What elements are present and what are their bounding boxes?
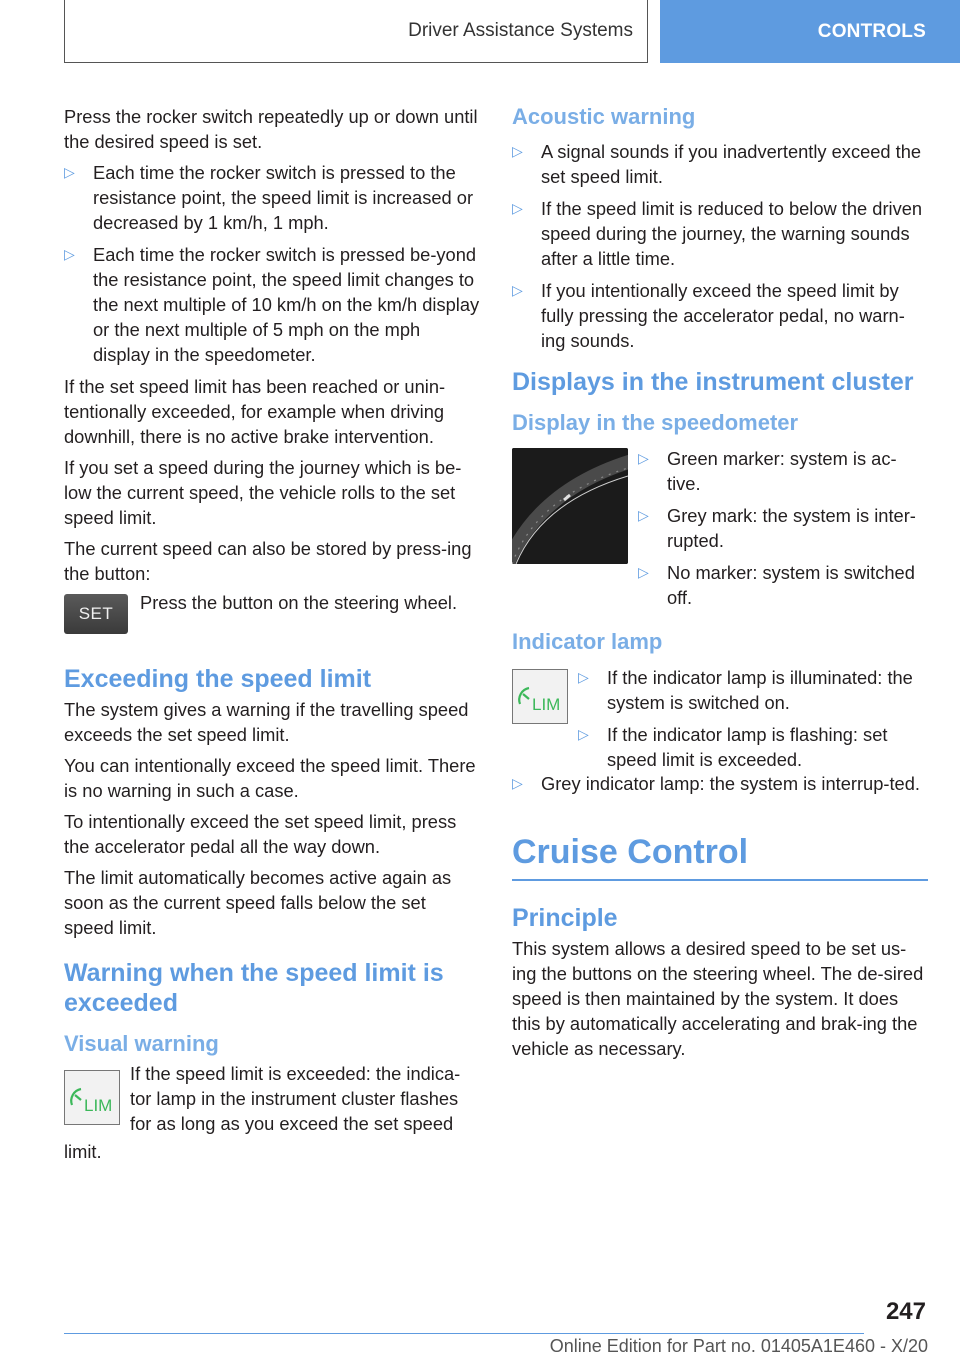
speedometer-row	[512, 446, 928, 612]
visual-warning-text: If the speed limit is exceeded: the indica‐tor lamp in the instrument cluster flashes for as long as you exceed the set speed	[130, 1063, 461, 1134]
list-item	[64, 160, 480, 235]
heading-cruise-control: Cruise Control	[512, 832, 928, 881]
paragraph: Press the rocker switch repeatedly up or down until the desired speed is set.	[64, 106, 478, 152]
list-item-text: If you intentionally exceed the speed limit by fully pressing the accelerator pedal, no warn‐ing sounds.	[541, 280, 905, 351]
lim-indicator-lamp-icon	[512, 669, 568, 724]
list-item	[578, 722, 928, 772]
speedometer-image	[512, 448, 628, 564]
bullet-triangle-icon: ▷	[638, 507, 649, 523]
set-button-row	[64, 592, 480, 648]
list-item	[638, 503, 928, 553]
list-item-text: Each time the rocker switch is pressed be‐yond the resistance point, the speed limit changes to the next multiple of 10 km/h on the km/h display or the next multiple of 5 mph on the mph display in the speedometer.	[93, 244, 480, 365]
set-button-image: SET	[64, 594, 128, 634]
header-section-title: Driver Assistance Systems	[64, 0, 648, 63]
bullet-triangle-icon: ▷	[64, 246, 75, 262]
list-item-text: Grey indicator lamp: the system is interrup‐ted.	[541, 773, 920, 794]
list-item	[512, 196, 928, 271]
list-item	[638, 446, 928, 496]
list-item-text: Grey mark: the system is inter‐rupted.	[667, 505, 916, 551]
bullet-triangle-icon: ▷	[638, 564, 649, 580]
left-column	[64, 104, 480, 1170]
lim-indicator-lamp-icon	[64, 1070, 120, 1125]
bullet-triangle-icon: ▷	[512, 143, 523, 159]
list-item	[512, 139, 928, 189]
paragraph: If the set speed limit has been reached or unin‐tentionally exceeded, for example when driving downhill, there is no active brake intervention.	[64, 376, 446, 447]
heading-visual-warning: Visual warning	[64, 1031, 219, 1056]
list-item-text: No marker: system is switched off.	[667, 562, 915, 608]
footer-edition: Online Edition for Part no. 01405A1E460 - X/20	[549, 1336, 928, 1356]
right-column	[512, 104, 928, 1067]
visual-warning-row	[64, 1061, 480, 1141]
bullet-triangle-icon: ▷	[512, 282, 523, 298]
paragraph: The current speed can also be stored by press‐ing the button:	[64, 538, 472, 584]
heading-acoustic-warning: Acoustic warning	[512, 104, 696, 129]
bullet-triangle-icon: ▷	[638, 450, 649, 466]
speedometer-list	[638, 446, 928, 617]
heading-display-speedometer: Display in the speedometer	[512, 410, 799, 435]
bullet-triangle-icon: ▷	[578, 669, 589, 685]
list-item-text: Each time the rocker switch is pressed to the resistance point, the speed limit is increased or decreased by 1 km/h, 1 mph.	[93, 162, 474, 233]
indicator-lamp-row	[512, 669, 928, 771]
header-tab-controls: CONTROLS	[660, 0, 960, 63]
paragraph: The system gives a warning if the travelling speed exceeds the set speed limit.	[64, 699, 469, 745]
heading-exceeding-speed-limit: Exceeding the speed limit	[64, 665, 372, 693]
heading-indicator-lamp: Indicator lamp	[512, 629, 663, 654]
heading-warning-speed-limit: Warning when the speed limit is exceeded	[64, 959, 444, 1017]
paragraph: You can intentionally exceed the speed limit. There is no warning in such a case.	[64, 755, 476, 801]
list-item-text: If the speed limit is reduced to below the driven speed during the journey, the warning sounds after a little time.	[541, 198, 923, 269]
lim-icon-label: LIM	[532, 694, 561, 714]
list-item-text: If the indicator lamp is flashing: set speed limit is exceeded.	[607, 724, 888, 770]
list-item	[578, 665, 928, 715]
list-item	[638, 560, 928, 610]
list-item-text: Green marker: system is ac‐tive.	[667, 448, 897, 494]
list-item-text: If the indicator lamp is illuminated: the system is switched on.	[607, 667, 913, 713]
paragraph: The limit automatically becomes active again as soon as the current speed falls below the set speed limit.	[64, 867, 452, 938]
bullet-triangle-icon: ▷	[512, 775, 523, 791]
list-item	[512, 278, 928, 353]
list-item	[512, 771, 928, 796]
lim-icon-label: LIM	[84, 1095, 113, 1115]
footer-divider	[64, 1333, 864, 1334]
list-item-text: A signal sounds if you inadvertently exceed the set speed limit.	[541, 141, 922, 187]
paragraph: This system allows a desired speed to be set us‐ing the buttons on the steering wheel. The de‐sired speed is then maintained by the system. It does this by automatically accelerating and brak‐ing the vehicle as necessary.	[512, 938, 924, 1059]
set-button-text: Press the button on the steering wheel.	[140, 592, 458, 613]
paragraph: To intentionally exceed the set speed limit, press the accelerator pedal all the way down.	[64, 811, 457, 857]
heading-principle: Principle	[512, 904, 618, 932]
paragraph: If you set a speed during the journey which is be‐low the current speed, the vehicle rolls to the set speed limit.	[64, 457, 462, 528]
heading-displays-instrument-cluster: Displays in the instrument cluster	[512, 368, 914, 396]
bullet-triangle-icon: ▷	[512, 200, 523, 216]
visual-warning-tail: limit.	[64, 1141, 102, 1162]
indicator-lamp-list	[578, 665, 928, 779]
page-number: 247	[885, 1298, 926, 1325]
list-item	[64, 242, 480, 367]
bullet-triangle-icon: ▷	[578, 726, 589, 742]
bullet-triangle-icon: ▷	[64, 164, 75, 180]
